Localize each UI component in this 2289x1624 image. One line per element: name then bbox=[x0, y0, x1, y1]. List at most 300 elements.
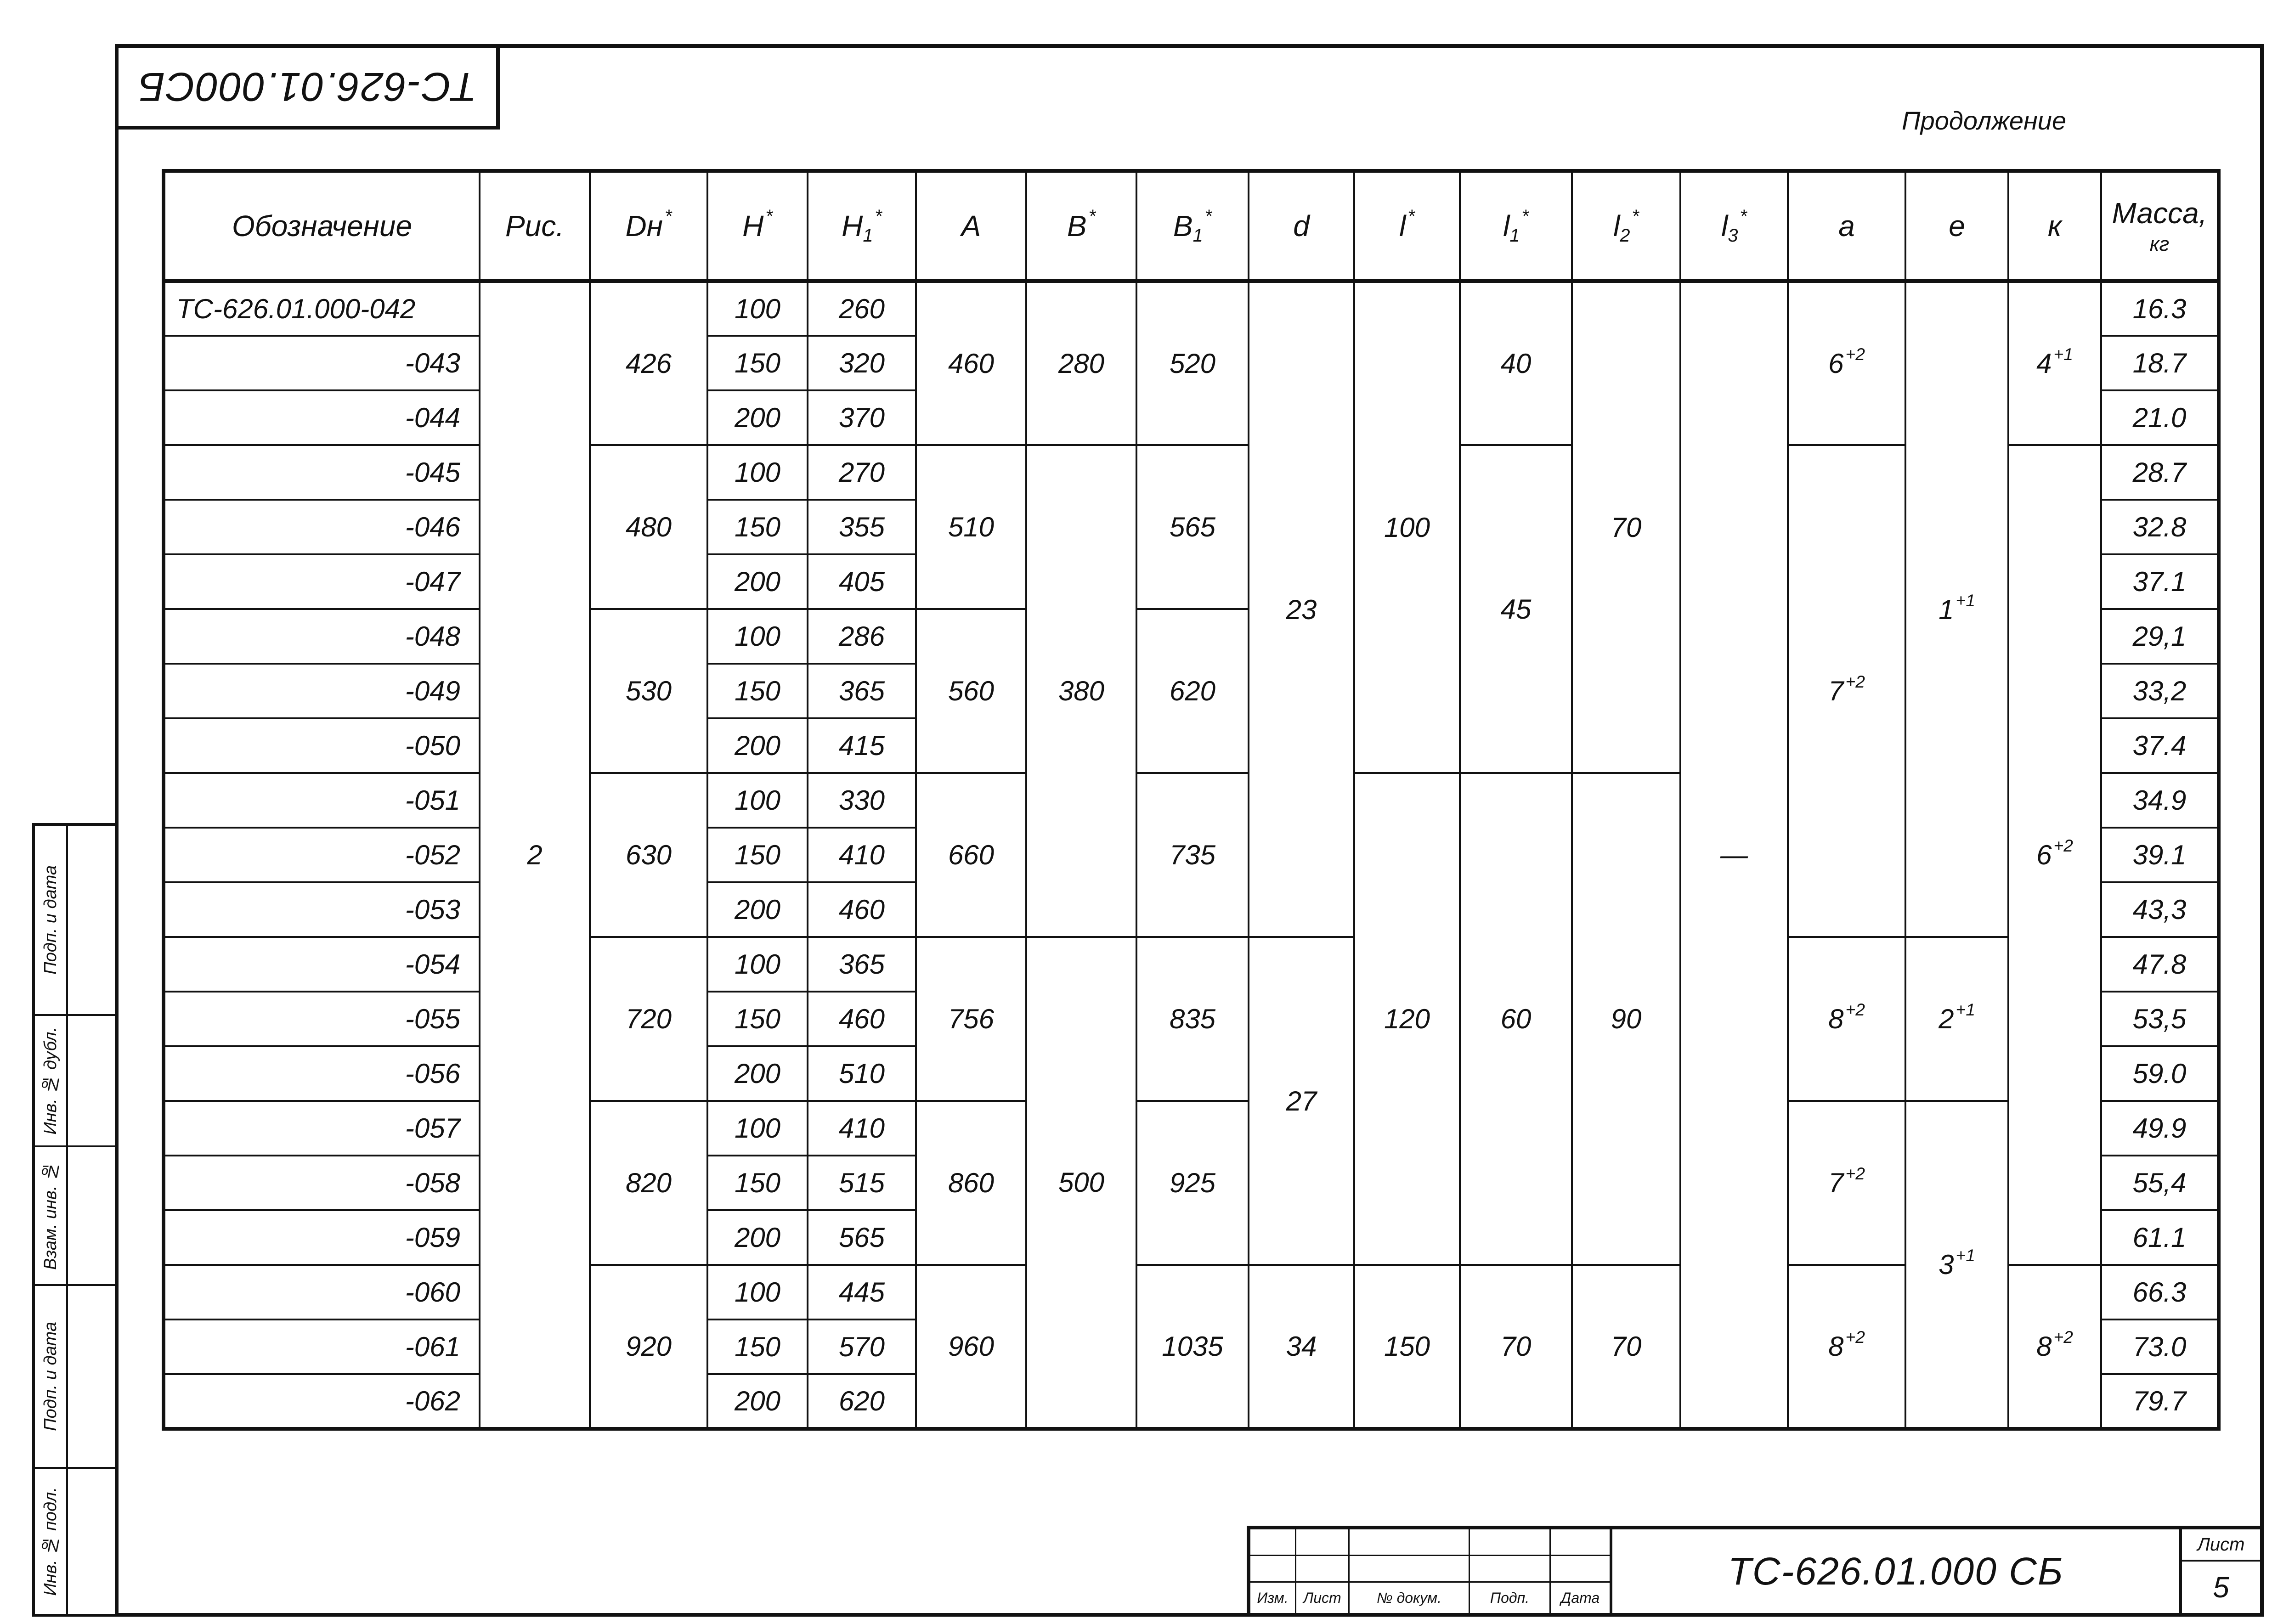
cell-dn bbox=[590, 1265, 707, 1429]
cell-value: -056 bbox=[405, 1058, 460, 1089]
cell-mass bbox=[2101, 445, 2219, 500]
cell-designation bbox=[164, 336, 480, 390]
cell-value: 270 bbox=[838, 457, 885, 488]
cell-value: 260 bbox=[838, 293, 885, 324]
cell-mass bbox=[2101, 992, 2219, 1046]
cell-a-upper bbox=[916, 1101, 1026, 1265]
cell-l2 bbox=[1572, 773, 1680, 1265]
cell-value: 16.3 bbox=[2132, 293, 2187, 324]
revision-cell bbox=[1296, 1556, 1350, 1583]
cell-b1 bbox=[1136, 1101, 1249, 1265]
cell-h bbox=[707, 718, 808, 773]
cell-value: 21.0 bbox=[2132, 402, 2187, 433]
cell-a-upper bbox=[916, 445, 1026, 609]
side-label-cell bbox=[35, 826, 68, 1016]
cell-l bbox=[1354, 1265, 1460, 1429]
cell-value: 370 bbox=[838, 402, 885, 433]
cell-a bbox=[1788, 445, 1905, 937]
cell-superscript: +2 bbox=[1845, 1000, 1865, 1020]
cell-value: 100 bbox=[1384, 512, 1430, 543]
cell-value: 34.9 bbox=[2132, 785, 2187, 816]
cell-value: 1035 bbox=[1162, 1331, 1223, 1362]
revision-cell bbox=[1350, 1529, 1470, 1556]
cell-a-upper bbox=[916, 281, 1026, 445]
cell-h bbox=[707, 609, 808, 664]
cell-value: 2 bbox=[1939, 1004, 1954, 1034]
cell-e bbox=[1905, 1101, 2008, 1429]
cell-dn bbox=[590, 609, 707, 773]
cell-b1 bbox=[1136, 937, 1249, 1101]
column-header-a bbox=[1788, 171, 1905, 281]
cell-l1 bbox=[1460, 445, 1572, 773]
cell-h1 bbox=[808, 336, 916, 390]
side-label: Подп. и дата bbox=[40, 1322, 60, 1431]
cell-value: 200 bbox=[734, 566, 781, 597]
revision-cell bbox=[1250, 1556, 1296, 1583]
cell-value: 150 bbox=[734, 1004, 781, 1034]
column-header-superscript: * bbox=[1740, 206, 1747, 227]
cell-value: 55,4 bbox=[2132, 1167, 2187, 1198]
cell-h1 bbox=[808, 1374, 916, 1429]
cell-value: 100 bbox=[734, 621, 781, 652]
cell-l2 bbox=[1572, 1265, 1680, 1429]
column-header-superscript: * bbox=[765, 206, 773, 227]
cell-value: 27 bbox=[1286, 1085, 1317, 1116]
cell-l bbox=[1354, 773, 1460, 1265]
cell-value: 515 bbox=[838, 1167, 885, 1198]
top-designation-stamp bbox=[115, 44, 500, 130]
cell-value: 100 bbox=[734, 785, 781, 816]
table-row bbox=[164, 1101, 2219, 1156]
cell-superscript: +1 bbox=[1956, 1000, 1975, 1020]
cell-h bbox=[707, 1374, 808, 1429]
cell-value: -055 bbox=[405, 1004, 460, 1034]
column-header-label: к bbox=[2047, 209, 2062, 242]
cell-value: 630 bbox=[625, 840, 672, 870]
side-label-cell bbox=[35, 1286, 68, 1469]
cell-value: 925 bbox=[1169, 1167, 1216, 1198]
cell-value: -045 bbox=[405, 457, 460, 488]
cell-k bbox=[2008, 281, 2101, 445]
cell-value: 460 bbox=[838, 894, 885, 925]
cell-designation bbox=[164, 609, 480, 664]
cell-e bbox=[1905, 937, 2008, 1101]
cell-value: 835 bbox=[1169, 1004, 1216, 1034]
cell-superscript: +2 bbox=[2053, 836, 2073, 856]
cell-value: -054 bbox=[405, 949, 460, 980]
cell-value: 3 bbox=[1939, 1249, 1954, 1280]
cell-h1 bbox=[808, 500, 916, 554]
cell-h bbox=[707, 1046, 808, 1101]
cell-h bbox=[707, 1156, 808, 1210]
cell-h bbox=[707, 1101, 808, 1156]
cell-mass bbox=[2101, 773, 2219, 828]
cell-value: 47.8 bbox=[2132, 949, 2187, 980]
column-header-subscript: 1 bbox=[1509, 225, 1520, 246]
cell-h1 bbox=[808, 992, 916, 1046]
cell-a-upper bbox=[916, 609, 1026, 773]
cell-b bbox=[1026, 445, 1136, 937]
cell-value: 510 bbox=[838, 1058, 885, 1089]
cell-superscript: +1 bbox=[1956, 590, 1975, 610]
cell-h1 bbox=[808, 1210, 916, 1265]
cell-superscript: +2 bbox=[1845, 344, 1865, 364]
cell-value: -058 bbox=[405, 1167, 460, 1198]
side-blank-cell bbox=[68, 1469, 115, 1614]
cell-mass bbox=[2101, 664, 2219, 718]
cell-value: 200 bbox=[734, 1058, 781, 1089]
cell-value: 60 bbox=[1500, 1004, 1532, 1034]
cell-value: 200 bbox=[734, 1386, 781, 1416]
cell-value: 460 bbox=[838, 1004, 885, 1034]
cell-b bbox=[1026, 937, 1136, 1429]
cell-k bbox=[2008, 1265, 2101, 1429]
cell-h bbox=[707, 937, 808, 992]
cell-h1 bbox=[808, 1101, 916, 1156]
cell-value: -049 bbox=[405, 676, 460, 706]
cell-value: 200 bbox=[734, 730, 781, 761]
cell-value: -046 bbox=[405, 512, 460, 542]
cell-mass bbox=[2101, 390, 2219, 445]
cell-value: 1 bbox=[1939, 594, 1954, 625]
cell-value: 520 bbox=[1169, 348, 1216, 379]
cell-figure bbox=[480, 281, 590, 1429]
cell-b1 bbox=[1136, 445, 1249, 609]
cell-value: 380 bbox=[1058, 676, 1105, 706]
cell-value: 53,5 bbox=[2132, 1004, 2187, 1034]
cell-value: 59.0 bbox=[2132, 1058, 2187, 1089]
column-header-d bbox=[1249, 171, 1354, 281]
cell-designation bbox=[164, 1101, 480, 1156]
cell-mass bbox=[2101, 500, 2219, 554]
column-header-label: a bbox=[1838, 209, 1855, 242]
cell-mass bbox=[2101, 281, 2219, 336]
cell-value: 32.8 bbox=[2132, 512, 2187, 542]
cell-value: 100 bbox=[734, 1113, 781, 1144]
cell-h1 bbox=[808, 882, 916, 937]
cell-value: -053 bbox=[405, 894, 460, 925]
cell-h bbox=[707, 281, 808, 336]
cell-h1 bbox=[808, 718, 916, 773]
side-blank-cell bbox=[68, 826, 115, 1016]
cell-a-upper bbox=[916, 1265, 1026, 1429]
column-header-label: l bbox=[1399, 209, 1406, 242]
column-header-k bbox=[2008, 171, 2101, 281]
revision-cell bbox=[1470, 1556, 1551, 1583]
cell-h bbox=[707, 336, 808, 390]
cell-designation bbox=[164, 1320, 480, 1374]
cell-value: 410 bbox=[838, 840, 885, 870]
revision-label-change: Изм. bbox=[1250, 1583, 1296, 1613]
cell-value: 530 bbox=[625, 676, 672, 706]
cell-value: 320 bbox=[838, 348, 885, 378]
cell-designation bbox=[164, 390, 480, 445]
cell-value: 39.1 bbox=[2132, 840, 2187, 870]
cell-value: 33,2 bbox=[2132, 676, 2187, 706]
cell-designation bbox=[164, 773, 480, 828]
cell-mass bbox=[2101, 609, 2219, 664]
side-registration-strip bbox=[32, 823, 115, 1617]
cell-value: 735 bbox=[1169, 840, 1216, 870]
cell-value: 405 bbox=[838, 566, 885, 597]
cell-b1 bbox=[1136, 609, 1249, 773]
revision-cell bbox=[1551, 1529, 1610, 1556]
column-header-subscript: 1 bbox=[1193, 225, 1203, 246]
column-header-label: d bbox=[1293, 209, 1310, 242]
cell-mass bbox=[2101, 882, 2219, 937]
cell-value: 8 bbox=[1828, 1004, 1844, 1034]
cell-value: 6 bbox=[2036, 840, 2052, 870]
column-header-label: B bbox=[1067, 209, 1087, 242]
cell-value: -047 bbox=[405, 566, 460, 597]
cell-value: 820 bbox=[625, 1167, 672, 1198]
column-header-subscript: 2 bbox=[1620, 225, 1630, 246]
cell-value: 620 bbox=[1169, 676, 1216, 706]
cell-mass bbox=[2101, 718, 2219, 773]
cell-h bbox=[707, 773, 808, 828]
cell-value: -061 bbox=[405, 1331, 460, 1362]
cell-value: 720 bbox=[625, 1004, 672, 1034]
specification-table bbox=[162, 169, 2221, 1431]
cell-l bbox=[1354, 281, 1460, 773]
column-header-label: H bbox=[742, 209, 764, 242]
cell-value: 7 bbox=[1828, 1167, 1844, 1198]
cell-value: 570 bbox=[838, 1331, 885, 1362]
cell-mass bbox=[2101, 1101, 2219, 1156]
side-blank-cell bbox=[68, 1286, 115, 1469]
column-header-superscript: * bbox=[1632, 206, 1639, 227]
cell-value: 560 bbox=[948, 676, 995, 706]
cell-h1 bbox=[808, 664, 916, 718]
cell-mass bbox=[2101, 1156, 2219, 1210]
cell-designation bbox=[164, 992, 480, 1046]
column-header-label: H bbox=[842, 209, 863, 242]
cell-value: 365 bbox=[838, 676, 885, 706]
cell-value: 70 bbox=[1611, 1331, 1642, 1362]
sheet-cell bbox=[2179, 1529, 2260, 1613]
cell-value: 280 bbox=[1058, 348, 1105, 379]
cell-h bbox=[707, 390, 808, 445]
cell-value: -057 bbox=[405, 1113, 460, 1144]
cell-value: 150 bbox=[734, 840, 781, 870]
cell-designation bbox=[164, 445, 480, 500]
cell-superscript: +2 bbox=[1845, 1327, 1865, 1347]
cell-value: 200 bbox=[734, 894, 781, 925]
cell-a bbox=[1788, 937, 1905, 1101]
cell-value: 150 bbox=[734, 1331, 781, 1362]
cell-value: 460 bbox=[948, 348, 995, 379]
revision-cell bbox=[1296, 1529, 1350, 1556]
column-header-l2 bbox=[1572, 171, 1680, 281]
cell-a bbox=[1788, 281, 1905, 445]
side-blank-cell bbox=[68, 1016, 115, 1147]
cell-value: 410 bbox=[838, 1113, 885, 1144]
cell-h1 bbox=[808, 445, 916, 500]
cell-designation bbox=[164, 1046, 480, 1101]
cell-value: 660 bbox=[948, 840, 995, 870]
cell-k bbox=[2008, 445, 2101, 1265]
cell-mass bbox=[2101, 937, 2219, 992]
cell-value: 8 bbox=[1828, 1331, 1844, 1362]
cell-designation bbox=[164, 882, 480, 937]
cell-designation bbox=[164, 1265, 480, 1320]
cell-value: ТС-626.01.000-042 bbox=[176, 293, 416, 324]
cell-h bbox=[707, 500, 808, 554]
cell-designation bbox=[164, 1374, 480, 1429]
cell-l1 bbox=[1460, 773, 1572, 1265]
table-header bbox=[164, 171, 2219, 281]
cell-value: 61.1 bbox=[2132, 1222, 2187, 1253]
revision-label-sheet: Лист bbox=[1296, 1583, 1350, 1613]
cell-value: 415 bbox=[838, 730, 885, 761]
cell-superscript: +1 bbox=[2053, 344, 2073, 364]
cell-h1 bbox=[808, 1156, 916, 1210]
side-label: Инв. № подл. bbox=[40, 1487, 60, 1596]
cell-designation bbox=[164, 664, 480, 718]
cell-mass bbox=[2101, 1374, 2219, 1429]
cell-mass bbox=[2101, 828, 2219, 882]
cell-value: -062 bbox=[405, 1386, 460, 1416]
cell-designation bbox=[164, 281, 480, 336]
cell-value: 100 bbox=[734, 293, 781, 324]
cell-value: 8 bbox=[2036, 1331, 2052, 1362]
revision-label-signature: Подп. bbox=[1470, 1583, 1551, 1613]
cell-h bbox=[707, 1265, 808, 1320]
column-header-label: l bbox=[1613, 209, 1620, 242]
cell-l3 bbox=[1680, 281, 1788, 1429]
cell-b bbox=[1026, 281, 1136, 445]
cell-value: -051 bbox=[405, 785, 460, 816]
column-header-label: e bbox=[1949, 209, 1965, 242]
sheet-label: Лист bbox=[2182, 1529, 2260, 1562]
cell-value: 40 bbox=[1500, 348, 1532, 379]
column-header-h bbox=[707, 171, 808, 281]
cell-a-upper bbox=[916, 937, 1026, 1101]
column-header-subscript: 1 bbox=[863, 225, 873, 246]
cell-mass bbox=[2101, 554, 2219, 609]
cell-d bbox=[1249, 1265, 1354, 1429]
cell-l1 bbox=[1460, 1265, 1572, 1429]
cell-value: 6 bbox=[1828, 348, 1844, 379]
cell-value: 510 bbox=[948, 512, 995, 542]
cell-a-upper bbox=[916, 773, 1026, 937]
cell-value: 7 bbox=[1828, 676, 1844, 706]
cell-value: 620 bbox=[838, 1386, 885, 1416]
cell-value: 565 bbox=[838, 1222, 885, 1253]
cell-mass bbox=[2101, 1265, 2219, 1320]
column-header-superscript: * bbox=[1204, 206, 1212, 227]
revision-cell bbox=[1551, 1556, 1610, 1583]
column-header-superscript: * bbox=[1521, 206, 1529, 227]
side-label: Инв. № дубл. bbox=[40, 1026, 60, 1135]
top-designation-text: ТС-626.01.000СБ bbox=[138, 64, 477, 110]
cell-value: -044 bbox=[405, 402, 460, 433]
cell-value: 150 bbox=[734, 676, 781, 706]
revision-label-date: Дата bbox=[1560, 1589, 1600, 1606]
cell-b1 bbox=[1136, 281, 1249, 445]
cell-designation bbox=[164, 1210, 480, 1265]
cell-value: 480 bbox=[625, 512, 672, 542]
cell-value: 79.7 bbox=[2132, 1386, 2187, 1416]
cell-dn bbox=[590, 773, 707, 937]
column-header-superscript: * bbox=[1088, 206, 1096, 227]
column-header-subscript: 3 bbox=[1728, 225, 1738, 246]
cell-value: 355 bbox=[838, 512, 885, 542]
cell-value: 28.7 bbox=[2132, 457, 2187, 488]
column-header-mass bbox=[2101, 171, 2219, 281]
cell-value: 70 bbox=[1611, 512, 1642, 543]
column-header-l bbox=[1354, 171, 1460, 281]
cell-value: 200 bbox=[734, 1222, 781, 1253]
column-header-dn bbox=[590, 171, 707, 281]
table-body bbox=[164, 281, 2219, 1429]
cell-dn bbox=[590, 445, 707, 609]
cell-value: 49.9 bbox=[2132, 1113, 2187, 1144]
cell-superscript: +2 bbox=[1845, 672, 1865, 692]
column-header-label: B bbox=[1173, 209, 1193, 242]
cell-value: 66.3 bbox=[2132, 1277, 2187, 1308]
cell-value: 565 bbox=[1169, 512, 1216, 542]
cell-superscript: +2 bbox=[1845, 1164, 1865, 1184]
cell-h bbox=[707, 664, 808, 718]
cell-h1 bbox=[808, 281, 916, 336]
cell-value: 43,3 bbox=[2132, 894, 2187, 925]
column-header-superscript: * bbox=[1407, 206, 1415, 227]
cell-value: 200 bbox=[734, 402, 781, 433]
cell-e bbox=[1905, 281, 2008, 937]
cell-designation bbox=[164, 500, 480, 554]
column-header-designation bbox=[164, 171, 480, 281]
cell-dn bbox=[590, 1101, 707, 1265]
cell-value: 70 bbox=[1500, 1331, 1532, 1362]
cell-value: 37.4 bbox=[2132, 730, 2187, 761]
cell-value: 150 bbox=[734, 512, 781, 542]
cell-value: 120 bbox=[1384, 1004, 1430, 1034]
column-header-a-upper bbox=[916, 171, 1026, 281]
cell-value: 4 bbox=[2036, 348, 2052, 379]
column-header-label: A bbox=[961, 209, 981, 242]
cell-value: 29,1 bbox=[2132, 621, 2187, 652]
cell-value: 2 bbox=[527, 840, 543, 870]
cell-h bbox=[707, 1320, 808, 1374]
header-row bbox=[164, 171, 2219, 281]
cell-value: 37.1 bbox=[2132, 566, 2187, 597]
side-blank-cell bbox=[68, 1147, 115, 1286]
revision-cell bbox=[1350, 1556, 1470, 1583]
cell-h1 bbox=[808, 1265, 916, 1320]
cell-mass bbox=[2101, 1320, 2219, 1374]
side-label-cell bbox=[35, 1469, 68, 1614]
table-row bbox=[164, 937, 2219, 992]
side-label-cell bbox=[35, 1147, 68, 1286]
column-header-superscript: * bbox=[875, 206, 882, 227]
cell-value: 150 bbox=[734, 348, 781, 378]
cell-value: 860 bbox=[948, 1167, 995, 1198]
column-header-label: l bbox=[1721, 209, 1728, 242]
cell-designation bbox=[164, 937, 480, 992]
cell-l1 bbox=[1460, 281, 1572, 445]
cell-value: -052 bbox=[405, 840, 460, 870]
cell-h bbox=[707, 882, 808, 937]
cell-value: -050 bbox=[405, 730, 460, 761]
cell-h1 bbox=[808, 937, 916, 992]
side-label-cell bbox=[35, 1016, 68, 1147]
cell-value: 150 bbox=[1384, 1331, 1430, 1362]
cell-superscript: +2 bbox=[2053, 1327, 2073, 1347]
cell-value: -060 bbox=[405, 1277, 460, 1308]
cell-value: 45 bbox=[1500, 593, 1532, 625]
cell-l2 bbox=[1572, 281, 1680, 773]
